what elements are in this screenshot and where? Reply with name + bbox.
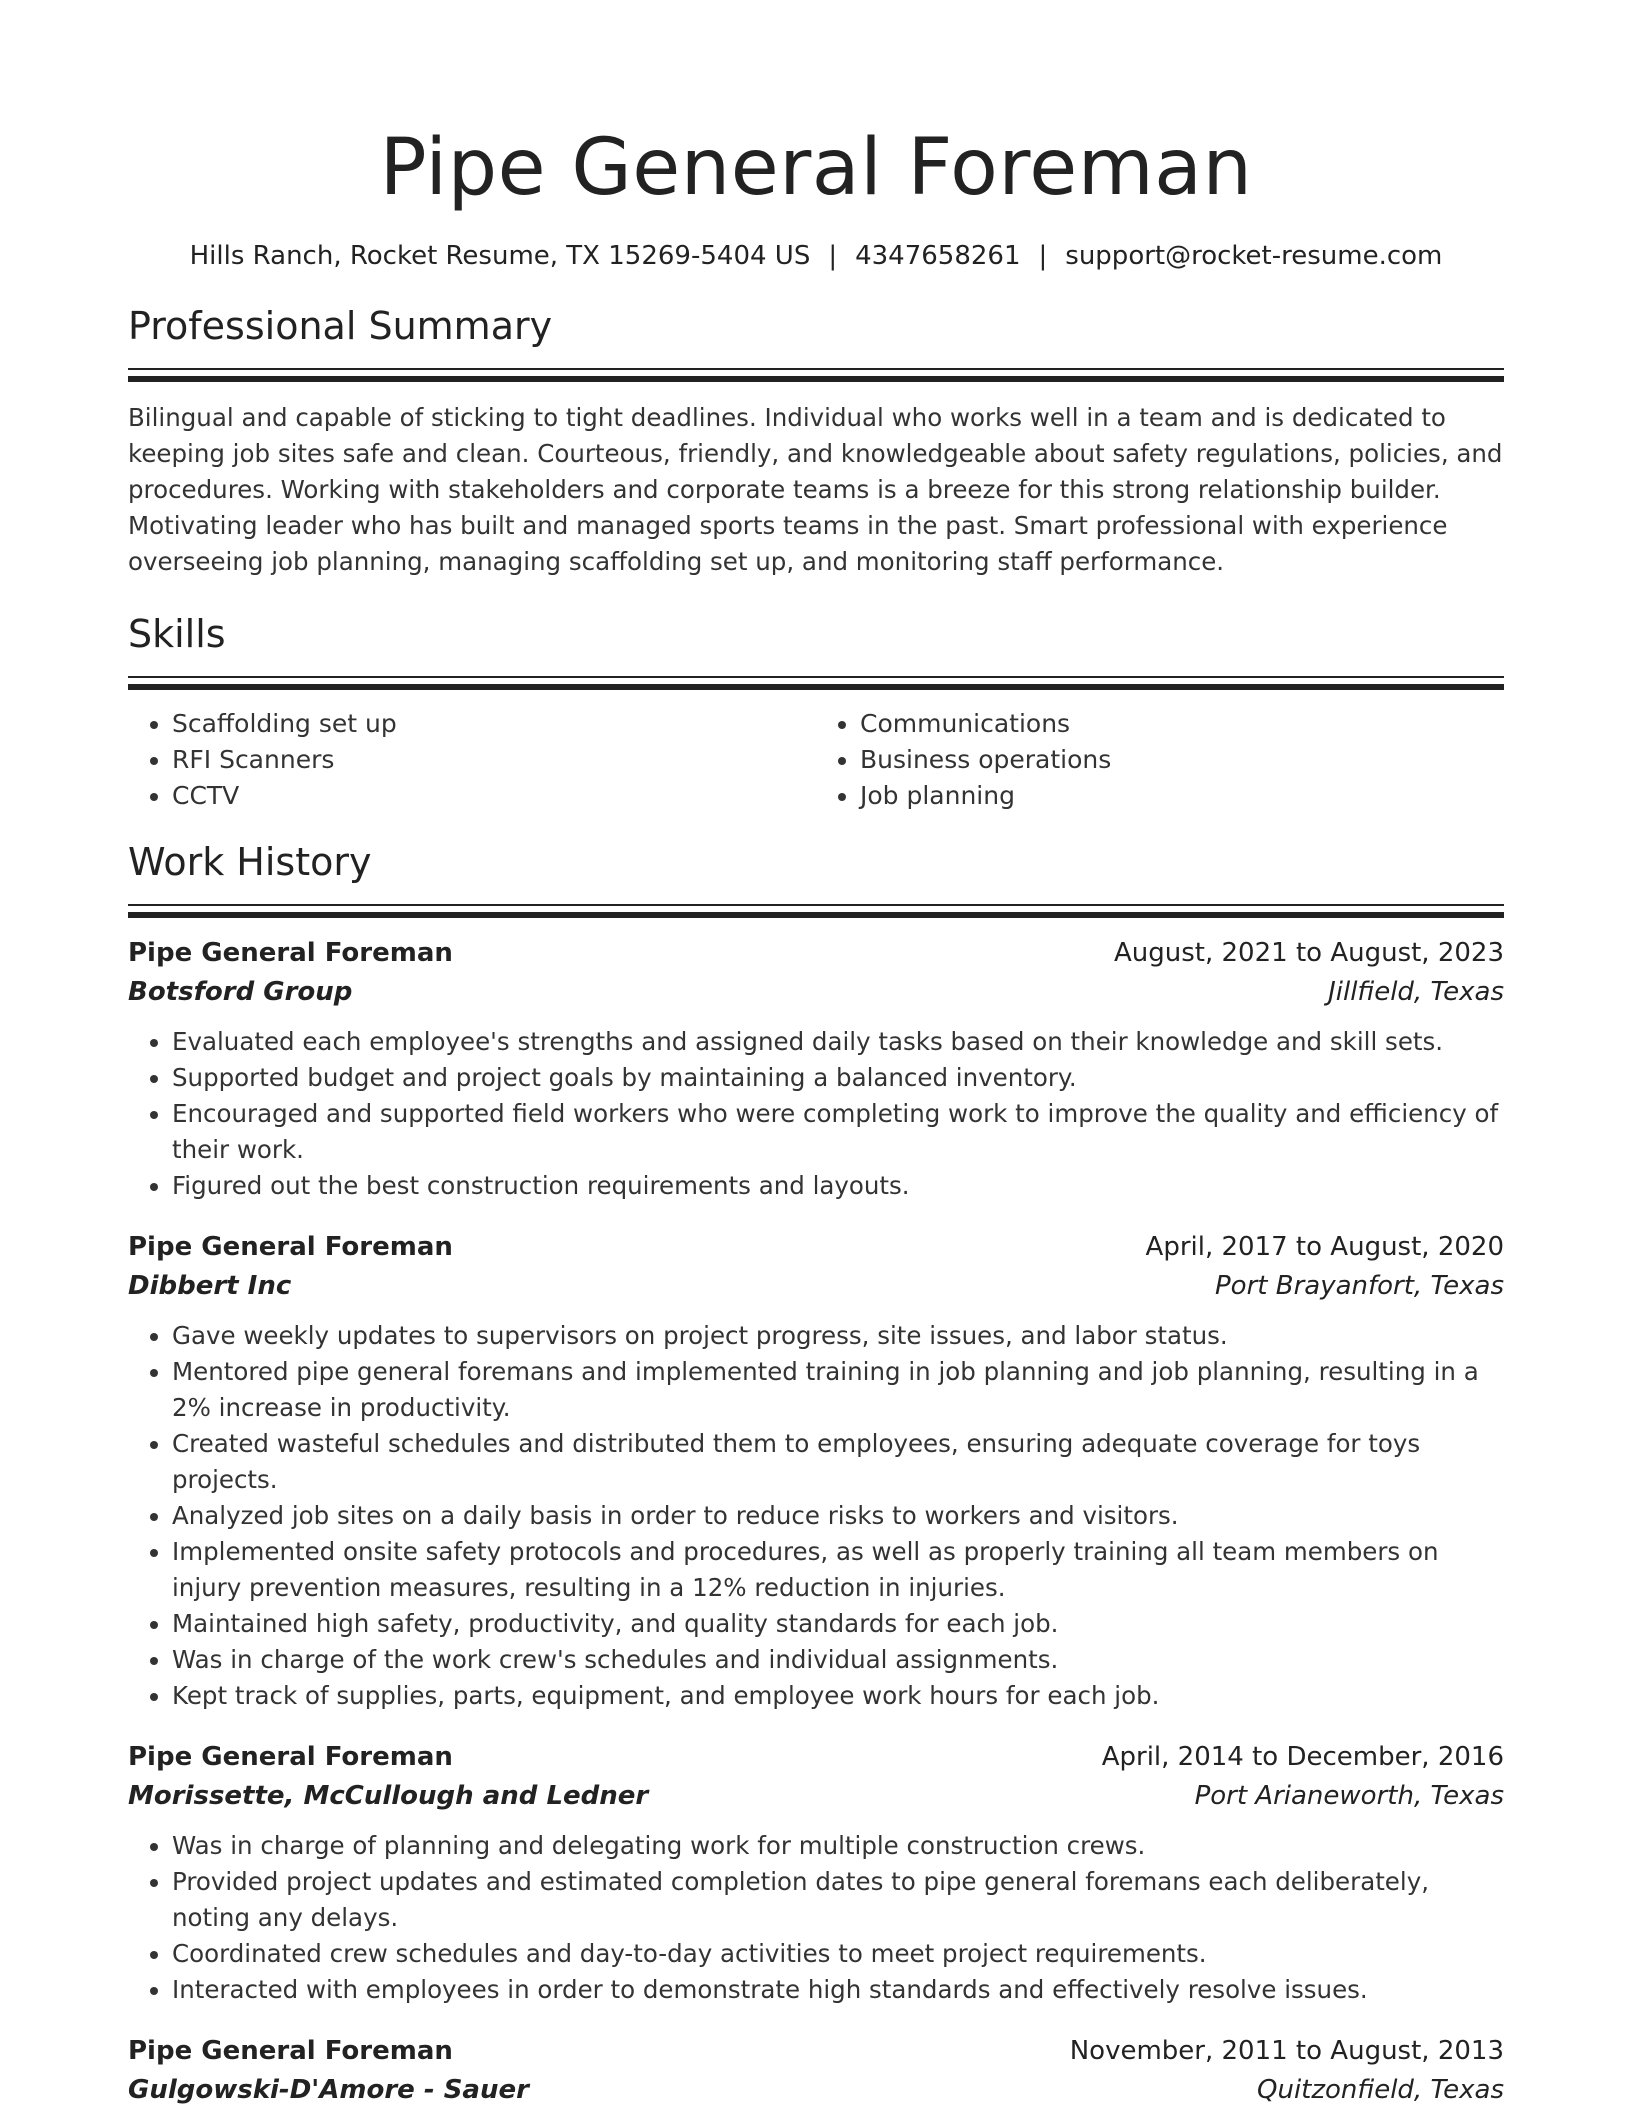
job-location: Quitzonfield, Texas: [1257, 2075, 1504, 2105]
job-bullet: • Figured out the best construction requirements and layouts.: [172, 1168, 1504, 1204]
job-dates: August, 2021 to August, 2023: [1114, 938, 1504, 968]
job-location: Port Brayanfort, Texas: [1215, 1271, 1504, 1301]
job-bullet: • Provided project updates and estimated completion dates to pipe general foremans each deliberately, noting any delays.: [172, 1864, 1504, 1936]
contact-line: [128, 238, 1504, 274]
skill-item: • Scaffolding set up: [172, 706, 816, 742]
job-bullet: • Interacted with employees in order to demonstrate high standards and effectively resolve issues.: [172, 1972, 1504, 2008]
job-bullet: • Kept track of supplies, parts, equipment, and employee work hours for each job.: [172, 1678, 1504, 1714]
job-entry: [128, 1738, 1504, 2008]
contact-separator: |: [828, 241, 838, 271]
job-company: Gulgowski-D'Amore - Sauer: [128, 2075, 529, 2105]
skills-columns: [128, 706, 1504, 814]
section-rule: [128, 368, 1504, 382]
skill-item: • Business operations: [860, 742, 1504, 778]
section-rule: [128, 676, 1504, 690]
job-bullet: • Maintained high safety, productivity, and quality standards for each job.: [172, 1606, 1504, 1642]
job-entry: [128, 1228, 1504, 1714]
work-heading: Work History: [128, 840, 372, 884]
job-location: Port Arianeworth, Texas: [1194, 1781, 1504, 1811]
job-entry: [128, 2032, 1504, 2110]
job-company: Botsford Group: [128, 977, 353, 1007]
summary-text: Bilingual and capable of sticking to tight deadlines. Individual who works well in a team and is dedicated to keeping job sites safe and clean. Courteous, friendly, and knowledgeable about safety regulations, policies, and procedures. Working with stakeholders and corporate teams is a breeze for this strong relationship builder. Motivating leader who has built and managed sports teams in the past. Smart professional with experience overseeing job planning, managing scaffolding set up, and monitoring staff performance.: [128, 403, 1503, 576]
job-bullet: • Created wasteful schedules and distributed them to employees, ensuring adequate coverage for toys projects.: [172, 1426, 1504, 1498]
skill-item: • Job planning: [860, 778, 1504, 814]
job-bullet: • Encouraged and supported field workers who were completing work to improve the quality and efficiency of their work.: [172, 1096, 1504, 1168]
job-dates: April, 2017 to August, 2020: [1145, 1232, 1504, 1262]
job-bullet: • Mentored pipe general foremans and implemented training in job planning and job planning, resulting in a 2% increase in productivity.: [172, 1354, 1504, 1426]
summary-section: [128, 300, 1504, 580]
job-title: Pipe General Foreman: [128, 938, 453, 968]
job-bullet: • Gave weekly updates to supervisors on project progress, site issues, and labor status.: [172, 1318, 1504, 1354]
skills-list-right: [816, 706, 1504, 814]
summary-heading: Professional Summary: [128, 304, 553, 348]
skill-item: • RFI Scanners: [172, 742, 816, 778]
job-bullet: • Implemented onsite safety protocols and procedures, as well as properly training all team members on injury prevention measures, resulting in a 12% reduction in injuries.: [172, 1534, 1504, 1606]
skill-item: • CCTV: [172, 778, 816, 814]
job-bullet: • Was in charge of the work crew's schedules and individual assignments.: [172, 1642, 1504, 1678]
job-company: Dibbert Inc: [128, 1271, 292, 1301]
job-title: Pipe General Foreman: [128, 2036, 453, 2066]
resume-name: Pipe General Foreman: [379, 123, 1253, 213]
job-entry: [128, 934, 1504, 1204]
job-location: Jillfield, Texas: [1328, 977, 1504, 1007]
contact-email: support@rocket-resume.com: [1065, 241, 1443, 271]
job-bullets: [128, 1024, 1504, 1204]
job-dates: November, 2011 to August, 2013: [1069, 2036, 1504, 2066]
contact-phone: 4347658261: [855, 241, 1021, 271]
job-bullets: [128, 1318, 1504, 1714]
job-bullet: • Was in charge of planning and delegating work for multiple construction crews.: [172, 1828, 1504, 1864]
skills-heading: Skills: [128, 612, 226, 656]
job-bullet: • Coordinated crew schedules and day-to-day activities to meet project requirements.: [172, 1936, 1504, 1972]
skill-item: • Communications: [860, 706, 1504, 742]
job-bullet: • Analyzed job sites on a daily basis in order to reduce risks to workers and visitors.: [172, 1498, 1504, 1534]
contact-separator: |: [1038, 241, 1048, 271]
job-title: Pipe General Foreman: [128, 1742, 453, 1772]
contact-address: Hills Ranch, Rocket Resume, TX 15269-5404 US: [189, 241, 811, 271]
section-rule: [128, 904, 1504, 918]
skills-section: [128, 608, 1504, 814]
job-title: Pipe General Foreman: [128, 1232, 453, 1262]
work-section: [128, 836, 1504, 2110]
job-company: Morissette, McCullough and Ledner: [128, 1781, 649, 1811]
job-bullet: • Evaluated each employee's strengths and assigned daily tasks based on their knowledge and skill sets.: [172, 1024, 1504, 1060]
skills-list-left: [128, 706, 816, 814]
job-bullets: [128, 1828, 1504, 2008]
job-dates: April, 2014 to December, 2016: [1101, 1742, 1504, 1772]
job-bullet: • Supported budget and project goals by maintaining a balanced inventory.: [172, 1060, 1504, 1096]
resume-content: [128, 118, 1504, 2110]
